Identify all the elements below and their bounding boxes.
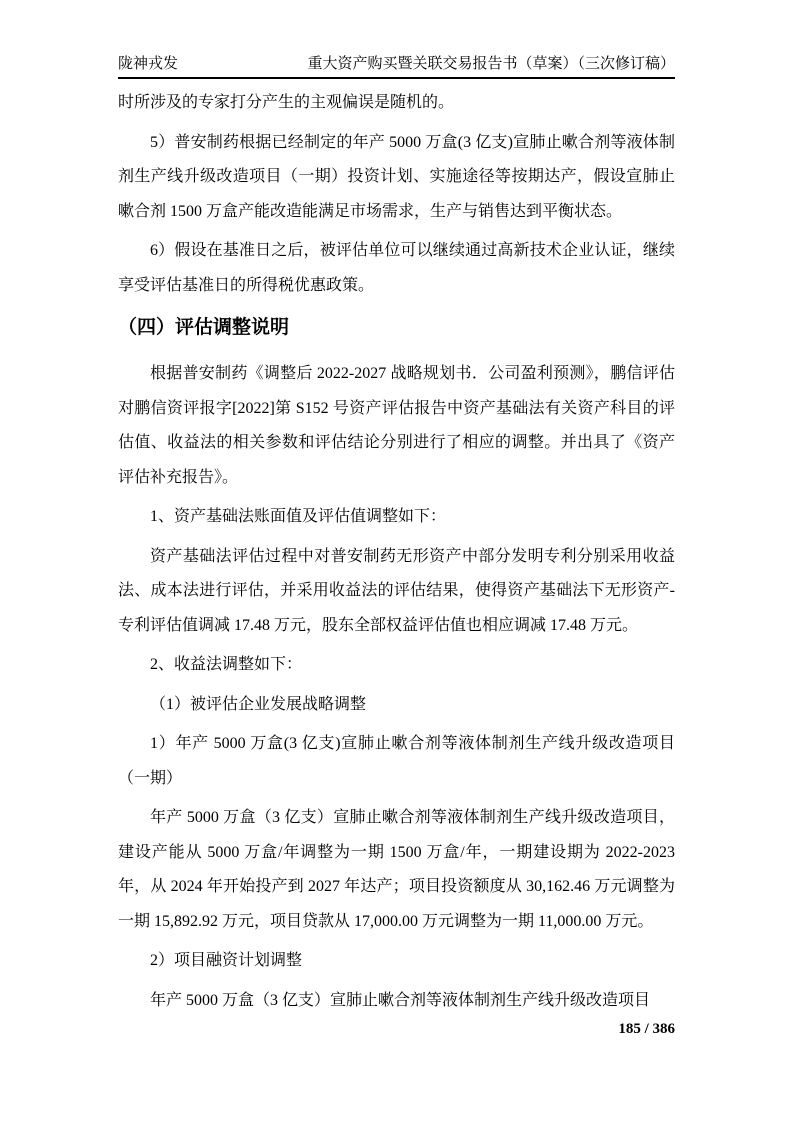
header-doc-title: 重大资产购买暨关联交易报告书（草案）（三次修订稿） (307, 56, 675, 72)
paragraph-item-1-body: 资产基础法评估过程中对普安制药无形资产中部分发明专利分别采用收益法、成本法进行评估，并采用收益法的评估结果，使得资产基础法下无形资产-专利评估值调减 17.48 万元，股东全部权益评估值也相应调减 17.48 万元。 (118, 547, 675, 634)
section-heading: （四）评估调整说明 (118, 317, 290, 338)
paragraph-adjustment-intro: 根据普安制药《调整后 2022-2027 战略规划书．公司盈利预测》，鹏信评估对鹏信资评报字[2022]第 S152 号资产评估报告中资产基础法有关资产科目的评估值、收益法的相关参数和评估结论分别进行了相应的调整。并出具了《资产评估补充报告》。 (118, 365, 675, 486)
paragraph-project-title: 1）年产 5000 万盒(3 亿支)宣肺止嗽合剂等液体制剂生产线升级改造项目（一期） (118, 735, 675, 787)
paragraph-project-detail: 年产 5000 万盒（3 亿支）宣肺止嗽合剂等液体制剂生产线升级改造项目，建设产能从 5000 万盒/年调整为一期 1500 万盒/年，一期建设期为 2022-2023 年，从 2024 年开始投产到 2027 年达产；项目投资额度从 30,162.46 万元调整为一期 15,892.92 万元，项目贷款从 17,000.00 万元调整为一期 11,000.00 万元。 (118, 809, 675, 930)
paragraph-financing-body: 年产 5000 万盒（3 亿支）宣肺止嗽合剂等液体制剂生产线升级改造项目 (150, 991, 651, 1009)
paragraph-financing-title: 2）项目融资计划调整 (150, 952, 303, 969)
header-company-name: 陇神戎发 (118, 56, 179, 72)
paragraph-assumption-6: 6）假设在基准日之后，被评估单位可以继续通过高新技术企业认证，继续享受评估基准日的所得税优惠政策。 (118, 242, 675, 294)
page-number: 185 / 386 (618, 1021, 675, 1037)
paragraph-assumption-5: 5）普安制药根据已经制定的年产 5000 万盒(3 亿支)宣肺止嗽合剂等液体制剂生产线升级改造项目（一期）投资计划、实施途径等按期达产，假设宣肺止嗽合剂 1500 万盒产能改造能满足市场需求，生产与销售达到平衡状态。 (118, 133, 675, 220)
paragraph-item-2-1-title: （1）被评估企业发展战略调整 (150, 695, 367, 713)
page-header (118, 54, 675, 79)
document-body (118, 86, 675, 1018)
paragraph-item-1-title: 1、资产基础法账面值及评估值调整如下： (150, 508, 447, 525)
page-footer (118, 1019, 675, 1039)
paragraph-continuation: 时所涉及的专家打分产生的主观偏误是随机的。 (118, 94, 455, 111)
paragraph-item-2-title: 2、收益法调整如下： (150, 656, 303, 673)
